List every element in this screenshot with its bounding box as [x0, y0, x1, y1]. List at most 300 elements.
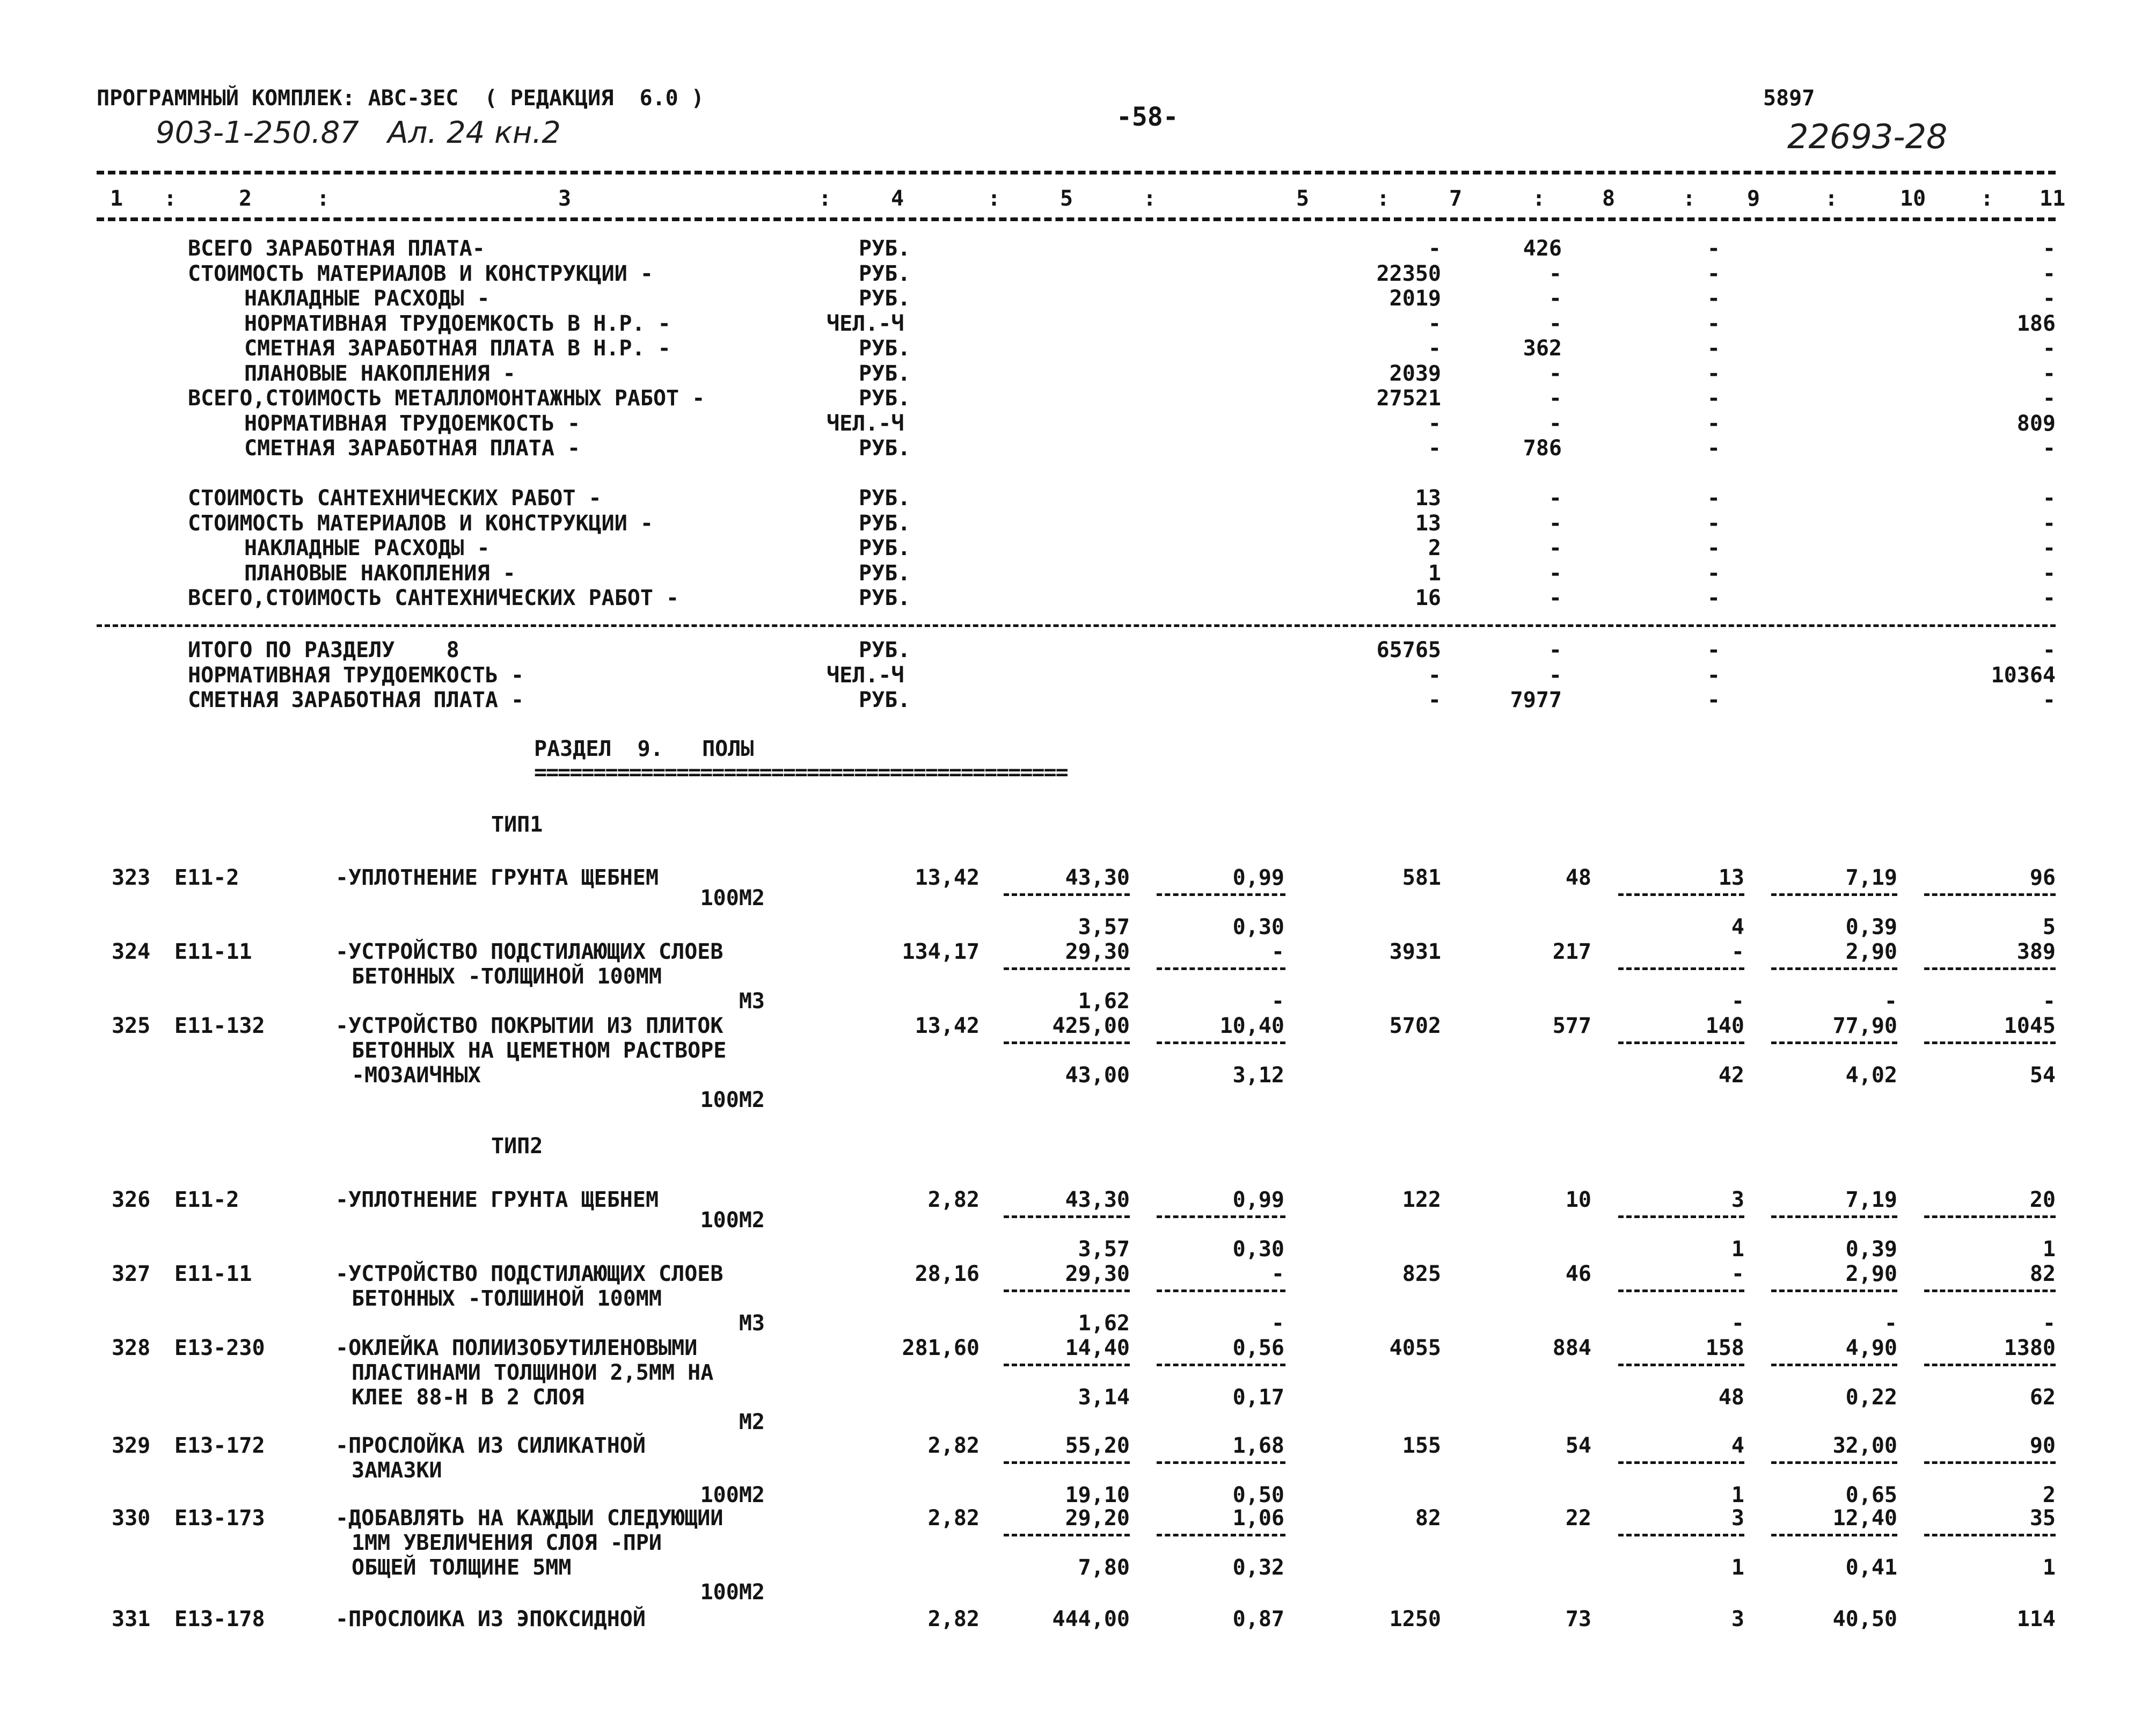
cell-divider [1618, 893, 1744, 896]
item-c7: 3931 [1389, 939, 1441, 964]
summary-col7: - [1428, 236, 1441, 261]
header-bottom-rule [97, 217, 2056, 221]
cell-divider [1618, 1290, 1744, 1292]
summary-col7: 27521 [1376, 386, 1441, 411]
item-quantity: 13,42 [915, 865, 980, 890]
item-c8: 73 [1565, 1607, 1591, 1631]
item-c11: 1380 [2004, 1336, 2056, 1360]
column-header-cell: 2 [239, 186, 252, 211]
summary-col9: - [1707, 411, 1720, 436]
summary-col8: - [1548, 536, 1562, 560]
cell-divider [1157, 1534, 1285, 1536]
column-header-cell: 5 [1060, 186, 1073, 211]
item-sub-s11: 54 [2029, 1063, 2056, 1088]
cell-divider [1618, 967, 1744, 970]
summary-col9: - [1707, 662, 1720, 688]
summary-col7: - [1428, 688, 1441, 712]
cell-divider [1924, 1534, 2056, 1536]
summary-label: НАКЛАДНЫЕ РАСХОДЫ - [244, 286, 490, 311]
item-description: -ПРОСЛОЙКА ИЗ СИЛИКАТНОЙ [335, 1433, 646, 1458]
item-sub-s9: 1 [1731, 1555, 1744, 1580]
summary-col11: 10364 [1991, 662, 2056, 688]
item-c10: 7,19 [1845, 1188, 1897, 1212]
cell-divider [1771, 967, 1897, 970]
item-unit: 100М2 [700, 1580, 765, 1605]
column-header-cell: : [1532, 186, 1546, 211]
summary-col11: - [2042, 586, 2056, 610]
summary-col11: - [2042, 386, 2056, 411]
column-header-cell: 11 [2040, 186, 2066, 211]
summary-col7: 13 [1415, 486, 1441, 511]
summary-unit: РУБ. [859, 511, 911, 536]
summary-unit: РУБ. [859, 236, 911, 261]
summary-unit: ЧЕЛ.-Ч [827, 311, 904, 336]
item-code: Е13-178 [174, 1607, 265, 1631]
cell-divider [1157, 893, 1285, 896]
summary-label: СМЕТНАЯ ЗАРАБОТНАЯ ПЛАТА - [188, 688, 524, 712]
item-c7: 4055 [1389, 1336, 1441, 1360]
summary-label: ВСЕГО ЗАРАБОТНАЯ ПЛАТА- [188, 236, 485, 261]
summary-col7: 22350 [1376, 261, 1441, 286]
cell-divider [1004, 1215, 1130, 1218]
summary-col7: 2 [1428, 536, 1441, 560]
item-sub-s9: 48 [1718, 1385, 1744, 1410]
item-c10: 2,90 [1845, 1262, 1897, 1286]
item-description: -ОКЛЕЙКА ПОЛИИЗОБУТИЛЕНОВЫМИ [335, 1336, 698, 1360]
summary-label: НОРМАТИВНАЯ ТРУДОЕМКОСТЬ В Н.Р. - [244, 311, 671, 336]
summary-col11: - [2042, 486, 2056, 511]
item-c8: 577 [1552, 1014, 1591, 1038]
item-number: 330 [112, 1506, 151, 1531]
item-number: 328 [112, 1336, 151, 1360]
item-sub-s10: - [1884, 1311, 1897, 1336]
cell-divider [1157, 1041, 1285, 1044]
summary-col11: - [2042, 261, 2056, 286]
item-c5: 444,00 [1052, 1607, 1130, 1631]
item-c9: 3 [1731, 1607, 1744, 1631]
summary-col8: 7977 [1510, 688, 1562, 712]
item-number: 326 [112, 1188, 151, 1212]
summary-col9: - [1707, 586, 1720, 610]
item-c9: 140 [1705, 1014, 1744, 1038]
column-header-cell: : [317, 186, 330, 211]
summary-col11: - [2042, 688, 2056, 712]
item-number: 323 [112, 865, 151, 890]
item-c7: 122 [1402, 1188, 1441, 1212]
section-title-rule: ============================================= [534, 760, 1068, 785]
item-code: Е13-172 [174, 1433, 265, 1458]
summary-label: СТОИМОСТЬ САНТЕХНИЧЕСКИХ РАБОТ - [188, 486, 602, 511]
item-description: -ПРОСЛОИКА ИЗ ЭПОКСИДНОЙ [335, 1607, 646, 1631]
column-header-cell: : [164, 186, 177, 211]
summary-col8: - [1548, 486, 1562, 511]
item-sub-s10: 0,41 [1845, 1555, 1897, 1580]
summary-col7: 2019 [1389, 286, 1441, 311]
cell-divider [1618, 1461, 1744, 1464]
summary-label: ВСЕГО,СТОИМОСТЬ САНТЕХНИЧЕСКИХ РАБОТ - [188, 586, 679, 610]
summary-col8: - [1548, 386, 1562, 411]
item-description: 1ММ УВЕЛИЧЕНИЯ СЛОЯ -ПРИ [352, 1531, 662, 1555]
cell-divider [1771, 1364, 1897, 1366]
summary-label: ИТОГО ПО РАЗДЕЛУ 8 [188, 638, 459, 662]
cell-divider [1924, 1364, 2056, 1366]
cell-divider [1771, 1461, 1897, 1464]
item-c11: 96 [2029, 865, 2056, 890]
cell-divider [1924, 1041, 2056, 1044]
column-header-cell: : [1683, 186, 1696, 211]
item-c7: 825 [1402, 1262, 1441, 1286]
handwritten-right-code: 22693-28 [1787, 117, 1948, 156]
item-quantity: 28,16 [915, 1262, 980, 1286]
section-total-rule [97, 624, 2056, 627]
item-sub-s10: 0,39 [1845, 915, 1897, 939]
cell-divider [1157, 1290, 1285, 1292]
cell-divider [1771, 1534, 1897, 1536]
summary-col9: - [1707, 236, 1720, 261]
cell-divider [1618, 1041, 1744, 1044]
item-c6: 1,06 [1232, 1506, 1284, 1531]
cell-divider [1618, 1364, 1744, 1366]
column-header-cell: 9 [1747, 186, 1760, 211]
item-sub-s6: - [1271, 989, 1284, 1014]
item-c8: 46 [1565, 1262, 1591, 1286]
summary-col11: - [2042, 286, 2056, 311]
cell-divider [1157, 1364, 1285, 1366]
item-unit: 100М2 [700, 1483, 765, 1507]
cell-divider [1157, 1461, 1285, 1464]
item-sub-s11: 62 [2029, 1385, 2056, 1410]
item-code: Е11-132 [174, 1014, 265, 1038]
item-c9: 13 [1718, 865, 1744, 890]
summary-col8: - [1548, 261, 1562, 286]
summary-col9: - [1707, 638, 1720, 662]
item-c10: 4,90 [1845, 1336, 1897, 1360]
cell-divider [1771, 1041, 1897, 1044]
program-header: ПРОГРАММНЫЙ КОМПЛЕК: АВС-ЗЕС ( РЕДАКЦИЯ 6.0 ) [97, 86, 704, 111]
summary-col8: 786 [1523, 436, 1562, 461]
summary-col8: - [1548, 560, 1562, 586]
summary-col9: - [1707, 560, 1720, 586]
summary-col7: 2039 [1389, 361, 1441, 386]
type2-heading: ТИП2 [491, 1134, 543, 1159]
item-c6: 10,40 [1219, 1014, 1284, 1038]
summary-label: СМЕТНАЯ ЗАРАБОТНАЯ ПЛАТА - [244, 436, 581, 461]
item-c11: 82 [2029, 1262, 2056, 1286]
item-description: БЕТОННЫХ НА ЦЕМЕТНОМ РАСТВОРЕ [352, 1038, 727, 1063]
summary-col8: - [1548, 662, 1562, 688]
item-description: -МОЗАИЧНЫХ [352, 1063, 481, 1088]
item-code: Е11-2 [174, 865, 239, 890]
summary-col9: - [1707, 361, 1720, 386]
item-c7: 1250 [1389, 1607, 1441, 1631]
item-c10: 7,19 [1845, 865, 1897, 890]
item-sub-s5: 1,62 [1078, 989, 1130, 1014]
item-c5: 14,40 [1065, 1336, 1130, 1360]
column-header-cell: : [1377, 186, 1390, 211]
item-sub-s5: 3,57 [1078, 1237, 1130, 1262]
item-c11: 90 [2029, 1433, 2056, 1458]
cell-divider [1618, 1215, 1744, 1218]
item-description: КЛЕЕ 88-Н В 2 СЛОЯ [352, 1385, 584, 1410]
summary-col9: - [1707, 311, 1720, 336]
item-sub-s5: 19,10 [1065, 1483, 1130, 1507]
item-sub-s9: 42 [1718, 1063, 1744, 1088]
column-header-cell: : [818, 186, 832, 211]
cell-divider [1157, 1215, 1285, 1218]
item-c9: 3 [1731, 1506, 1744, 1531]
item-sub-s9: - [1731, 989, 1744, 1014]
item-sub-s10: 0,39 [1845, 1237, 1897, 1262]
item-sub-s11: 1 [2042, 1237, 2056, 1262]
column-header-cell: 7 [1449, 186, 1463, 211]
item-c6: 0,99 [1232, 1188, 1284, 1212]
item-description: ОБЩЕЙ ТОЛЩИНЕ 5ММ [352, 1555, 572, 1580]
item-c7: 155 [1402, 1433, 1441, 1458]
summary-col8: - [1548, 638, 1562, 662]
summary-unit: РУБ. [859, 486, 911, 511]
summary-unit: РУБ. [859, 638, 911, 662]
item-code: Е13-230 [174, 1336, 265, 1360]
summary-label: НОРМАТИВНАЯ ТРУДОЕМКОСТЬ - [188, 662, 524, 688]
summary-col8: - [1548, 586, 1562, 610]
item-quantity: 13,42 [915, 1014, 980, 1038]
summary-label: НАКЛАДНЫЕ РАСХОДЫ - [244, 536, 490, 560]
cell-divider [1004, 1461, 1130, 1464]
item-quantity: 281,60 [902, 1336, 980, 1360]
item-c8: 10 [1565, 1188, 1591, 1212]
item-sub-s6: 0,32 [1232, 1555, 1284, 1580]
item-c10: 77,90 [1832, 1014, 1897, 1038]
item-number: 327 [112, 1262, 151, 1286]
item-c9: 3 [1731, 1188, 1744, 1212]
item-quantity: 134,17 [902, 939, 980, 964]
item-quantity: 2,82 [927, 1607, 980, 1631]
item-sub-s11: 1 [2042, 1555, 2056, 1580]
summary-col8: 362 [1523, 336, 1562, 361]
summary-col9: - [1707, 436, 1720, 461]
item-code: Е11-2 [174, 1188, 239, 1212]
summary-unit: ЧЕЛ.-Ч [827, 662, 904, 688]
item-description: -УПЛОТНЕНИЕ ГРУНТА ЩЕБНЕМ [335, 865, 659, 890]
item-c11: 20 [2029, 1188, 2056, 1212]
item-c11: 1045 [2004, 1014, 2056, 1038]
summary-col11: 186 [2016, 311, 2056, 336]
summary-col7: - [1428, 336, 1441, 361]
summary-col8: 426 [1523, 236, 1562, 261]
summary-col9: - [1707, 286, 1720, 311]
cell-divider [1004, 1290, 1130, 1292]
item-sub-s5: 7,80 [1078, 1555, 1130, 1580]
item-c5: 29,30 [1065, 939, 1130, 964]
cell-divider [1924, 1290, 2056, 1292]
handwritten-doc-code: 903-1-250.87 Ал. 24 кн.2 [156, 115, 561, 150]
item-c7: 82 [1415, 1506, 1441, 1531]
item-code: Е13-173 [174, 1506, 265, 1531]
summary-col7: - [1428, 662, 1441, 688]
item-sub-s6: 0,17 [1232, 1385, 1284, 1410]
summary-col7: 13 [1415, 511, 1441, 536]
item-c9: 158 [1705, 1336, 1744, 1360]
item-c8: 22 [1565, 1506, 1591, 1531]
column-header-cell: : [988, 186, 1001, 211]
item-unit: М3 [739, 989, 765, 1014]
item-c11: 389 [2016, 939, 2056, 964]
summary-col8: - [1548, 311, 1562, 336]
item-c9: - [1731, 1262, 1744, 1286]
item-c8: 54 [1565, 1433, 1591, 1458]
item-sub-s6: 0,30 [1232, 915, 1284, 939]
section-title: РАЗДЕЛ 9. ПОЛЫ [534, 737, 754, 761]
item-quantity: 2,82 [927, 1433, 980, 1458]
summary-col11: - [2042, 536, 2056, 560]
summary-unit: РУБ. [859, 436, 911, 461]
summary-col9: - [1707, 536, 1720, 560]
item-description: -УСТРОЙСТВО ПОДСТИЛАЮЩИХ СЛОЕВ [335, 939, 723, 964]
item-c5: 55,20 [1065, 1433, 1130, 1458]
item-number: 331 [112, 1607, 151, 1631]
item-unit: М3 [739, 1311, 765, 1336]
summary-label: ВСЕГО,СТОИМОСТЬ МЕТАЛЛОМОНТАЖНЫХ РАБОТ - [188, 386, 705, 411]
item-sub-s9: 1 [1731, 1483, 1744, 1507]
item-c5: 29,20 [1065, 1506, 1130, 1531]
item-number: 324 [112, 939, 151, 964]
item-c5: 29,30 [1065, 1262, 1130, 1286]
cell-divider [1924, 1215, 2056, 1218]
summary-col11: - [2042, 336, 2056, 361]
summary-col9: - [1707, 486, 1720, 511]
item-sub-s9: 4 [1731, 915, 1744, 939]
item-sub-s5: 3,14 [1078, 1385, 1130, 1410]
item-c10: 40,50 [1832, 1607, 1897, 1631]
cell-divider [1004, 1534, 1130, 1536]
summary-label: ПЛАНОВЫЕ НАКОПЛЕНИЯ - [244, 361, 516, 386]
column-header-cell: 4 [891, 186, 904, 211]
item-c6: 1,68 [1232, 1433, 1284, 1458]
summary-col9: - [1707, 511, 1720, 536]
column-header-cell: 1 [110, 186, 123, 211]
item-c6: - [1271, 1262, 1284, 1286]
cell-divider [1771, 893, 1897, 896]
item-c10: 2,90 [1845, 939, 1897, 964]
summary-unit: РУБ. [859, 361, 911, 386]
column-header-cell: : [1143, 186, 1157, 211]
summary-unit: РУБ. [859, 586, 911, 610]
item-unit: М2 [739, 1410, 765, 1434]
summary-col7: - [1428, 311, 1441, 336]
item-description: ПЛАСТИНАМИ ТОЛЩИНОИ 2,5ММ НА [352, 1360, 714, 1385]
item-sub-s6: - [1271, 1311, 1284, 1336]
summary-label: СТОИМОСТЬ МАТЕРИАЛОВ И КОНСТРУКЦИИ - [188, 261, 653, 286]
item-sub-s11: 5 [2042, 915, 2056, 939]
item-c5: 425,00 [1052, 1014, 1130, 1038]
summary-col8: - [1548, 361, 1562, 386]
summary-col9: - [1707, 336, 1720, 361]
item-c8: 48 [1565, 865, 1591, 890]
summary-col9: - [1707, 386, 1720, 411]
cell-divider [1157, 967, 1285, 970]
column-header-cell: 5 [1296, 186, 1310, 211]
item-description: -ДОБАВЛЯТЬ НА КАЖДЫИ СЛЕДУЮЩИИ [335, 1506, 723, 1531]
summary-unit: РУБ. [859, 386, 911, 411]
summary-col9: - [1707, 261, 1720, 286]
item-quantity: 2,82 [927, 1506, 980, 1531]
cell-divider [1924, 967, 2056, 970]
item-c10: 12,40 [1832, 1506, 1897, 1531]
summary-unit: РУБ. [859, 688, 911, 712]
summary-label: ПЛАНОВЫЕ НАКОПЛЕНИЯ - [244, 560, 516, 586]
cell-divider [1924, 1461, 2056, 1464]
summary-unit: РУБ. [859, 336, 911, 361]
item-unit: 100М2 [700, 1208, 765, 1233]
item-description: БЕТОННЫХ -ТОЛЩИНОЙ 100ММ [352, 964, 662, 989]
column-header-cell: 8 [1602, 186, 1616, 211]
item-number: 325 [112, 1014, 151, 1038]
item-c8: 217 [1552, 939, 1591, 964]
summary-unit: ЧЕЛ.-Ч [827, 411, 904, 436]
item-c9: 4 [1731, 1433, 1744, 1458]
item-sub-s10: 0,22 [1845, 1385, 1897, 1410]
item-sub-s11: 2 [2042, 1483, 2056, 1507]
item-unit: 100М2 [700, 1088, 765, 1112]
summary-col11: - [2042, 511, 2056, 536]
item-sub-s10: 0,65 [1845, 1483, 1897, 1507]
item-c10: 32,00 [1832, 1433, 1897, 1458]
cell-divider [1771, 1290, 1897, 1292]
summary-label: СТОИМОСТЬ МАТЕРИАЛОВ И КОНСТРУКЦИИ - [188, 511, 653, 536]
summary-col11: - [2042, 361, 2056, 386]
summary-col8: - [1548, 511, 1562, 536]
summary-col11: - [2042, 638, 2056, 662]
item-unit: 100М2 [700, 886, 765, 910]
item-c7: 5702 [1389, 1014, 1441, 1038]
item-sub-s5: 1,62 [1078, 1311, 1130, 1336]
cell-divider [1004, 1364, 1130, 1366]
item-description: -УПЛОТНЕНИЕ ГРУНТА ЩЕБНЕМ [335, 1188, 659, 1212]
item-description: -УСТРОЙСТВО ПОКРЫТИИ ИЗ ПЛИТОК [335, 1014, 723, 1038]
type1-heading: ТИП1 [491, 812, 543, 837]
item-description: БЕТОННЫХ -ТОЛШИНОЙ 100ММ [352, 1286, 662, 1311]
summary-col8: - [1548, 411, 1562, 436]
cell-divider [1004, 1041, 1130, 1044]
item-sub-s11: - [2042, 1311, 2056, 1336]
item-description: ЗАМАЗКИ [352, 1458, 442, 1483]
summary-col7: 16 [1415, 586, 1441, 610]
item-c8: 884 [1552, 1336, 1591, 1360]
item-c5: 43,30 [1065, 865, 1130, 890]
item-c6: 0,87 [1232, 1607, 1284, 1631]
item-c5: 43,30 [1065, 1188, 1130, 1212]
column-header-cell: : [1980, 186, 1994, 211]
summary-col11: - [2042, 560, 2056, 586]
item-sub-s10: 4,02 [1845, 1063, 1897, 1088]
item-sub-s10: - [1884, 989, 1897, 1014]
cell-divider [1004, 893, 1130, 896]
item-c7: 581 [1402, 865, 1441, 890]
cell-divider [1924, 893, 2056, 896]
summary-col9: - [1707, 688, 1720, 712]
item-sub-s9: - [1731, 1311, 1744, 1336]
item-c11: 35 [2029, 1506, 2056, 1531]
summary-label: НОРМАТИВНАЯ ТРУДОЕМКОСТЬ - [244, 411, 581, 436]
summary-label: СМЕТНАЯ ЗАРАБОТНАЯ ПЛАТА В Н.Р. - [244, 336, 671, 361]
item-sub-s11: - [2042, 989, 2056, 1014]
item-c6: - [1271, 939, 1284, 964]
item-c11: 114 [2016, 1607, 2056, 1631]
summary-unit: РУБ. [859, 536, 911, 560]
item-code: Е11-11 [174, 1262, 252, 1286]
item-quantity: 2,82 [927, 1188, 980, 1212]
page-number: -58- [1116, 102, 1179, 132]
